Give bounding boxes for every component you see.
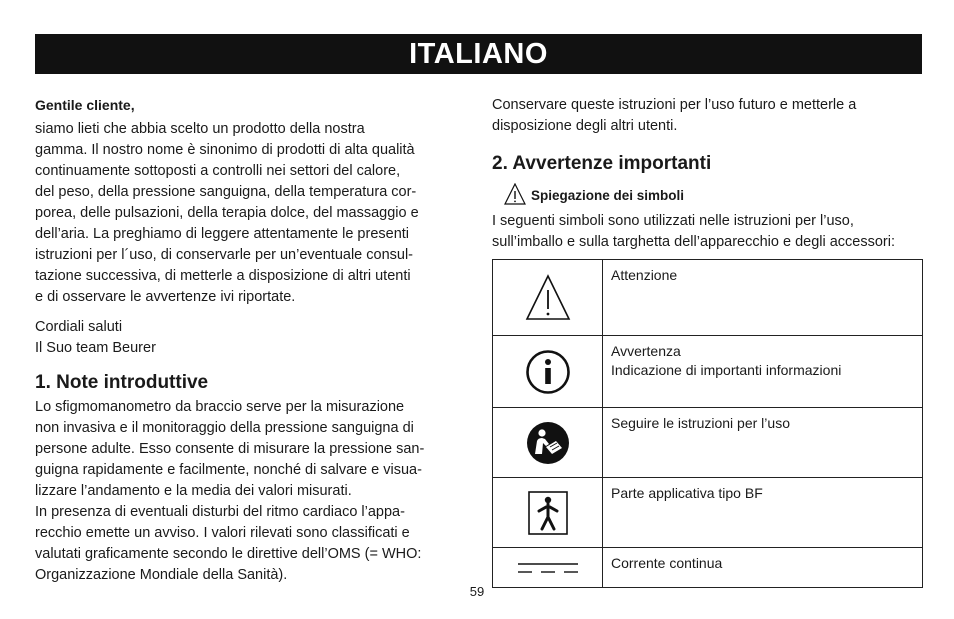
text-line: disposizione degli altri utenti. <box>492 118 678 134</box>
symbol-cell <box>493 260 603 336</box>
text-line: Corrente continua <box>611 555 723 571</box>
left-column <box>35 95 467 586</box>
symbols-table <box>492 259 923 588</box>
bf-applied-part-icon <box>528 491 568 535</box>
section-2-title: 2. Avvertenze importanti <box>492 153 712 174</box>
text-line: e di osservare le avvertenze ivi riportate. <box>35 289 296 305</box>
text-line: Conservare queste istruzioni per l’uso futuro e metterle a <box>492 97 857 113</box>
warning-triangle-icon <box>523 273 573 323</box>
table-row <box>493 260 923 336</box>
symbols-heading: Spiegazione dei simboli <box>531 188 685 203</box>
language-banner <box>35 34 922 74</box>
symbols-subheading <box>492 181 924 205</box>
symbol-description <box>603 336 923 408</box>
text-line: recchio emette un avviso. I valori rilevati sono classificati e <box>35 525 410 541</box>
welcome-paragraph <box>35 119 467 308</box>
text-line: sull’imballo e sulla targhetta dell’apparecchio e degli accessori: <box>492 234 895 250</box>
text-line: persone adulte. Esso consente di misurare la pressione san- <box>35 441 425 457</box>
table-row <box>493 548 923 588</box>
keep-instructions-paragraph <box>492 95 924 137</box>
text-line: del peso, della pressione sanguigna, della temperatura cor- <box>35 184 417 200</box>
closing-block <box>35 317 467 359</box>
section-1-title: 1. Note introduttive <box>35 372 209 393</box>
text-line: non invasiva e il monitoraggio della pressione sanguigna di <box>35 420 414 436</box>
symbol-cell <box>493 478 603 548</box>
read-instructions-icon <box>526 421 570 465</box>
text-line: Organizzazione Mondiale della Sanità). <box>35 567 288 583</box>
right-column <box>492 95 924 253</box>
direct-current-icon <box>517 561 579 575</box>
text-line: valutati graficamente secondo le direttive dell’OMS (= WHO: <box>35 546 422 562</box>
symbol-cell <box>493 336 603 408</box>
symbol-cell <box>493 548 603 588</box>
text-line: porea, delle pulsazioni, della terapia dolce, del massaggio e <box>35 205 419 221</box>
greeting: Gentile cliente, <box>35 97 135 113</box>
text-line: continuamente sottoposti a controlli nei settori del calore, <box>35 163 401 179</box>
text-line: Avvertenza <box>611 343 681 359</box>
symbol-cell <box>493 408 603 478</box>
table-row <box>493 336 923 408</box>
text-line: Lo sfigmomanometro da braccio serve per la misurazione <box>35 399 405 415</box>
symbol-description <box>603 408 923 478</box>
table-row <box>493 478 923 548</box>
text-line: tazione successiva, di metterle a disposizione di altri utenti <box>35 268 411 284</box>
text-line: Attenzione <box>611 267 678 283</box>
table-row <box>493 408 923 478</box>
section-1-body <box>35 397 467 586</box>
text-line: gamma. Il nostro nome è sinonimo di prodotti di alta qualità <box>35 142 415 158</box>
text-line: dell’aria. La preghiamo di leggere attentamente le presenti <box>35 226 410 242</box>
closing: Cordiali saluti <box>35 319 123 335</box>
text-line: istruzioni per l´uso, di conservarle per un’eventuale consul- <box>35 247 413 263</box>
symbol-description <box>603 260 923 336</box>
text-line: Indicazione di importanti informazioni <box>611 362 842 378</box>
symbol-description <box>603 478 923 548</box>
text-line: guigna rapidamente e facilmente, nonché di salvare e visua- <box>35 462 422 478</box>
page-number: 59 <box>469 584 485 599</box>
symbols-intro <box>492 211 924 253</box>
text-line: I seguenti simboli sono utilizzati nelle istruzioni per l’uso, <box>492 213 854 229</box>
language-title: ITALIANO <box>409 37 548 70</box>
signature: Il Suo team Beurer <box>35 340 156 356</box>
text-line: Seguire le istruzioni per l’uso <box>611 415 790 431</box>
text-line: lizzare l’andamento e la media dei valori misurati. <box>35 483 352 499</box>
symbol-description <box>603 548 923 588</box>
warning-triangle-icon <box>504 183 526 205</box>
info-circle-icon <box>525 349 571 395</box>
text-line: In presenza di eventuali disturbi del ritmo cardiaco l’appa- <box>35 504 405 520</box>
text-line: Parte applicativa tipo BF <box>611 485 763 501</box>
text-line: siamo lieti che abbia scelto un prodotto della nostra <box>35 121 365 137</box>
